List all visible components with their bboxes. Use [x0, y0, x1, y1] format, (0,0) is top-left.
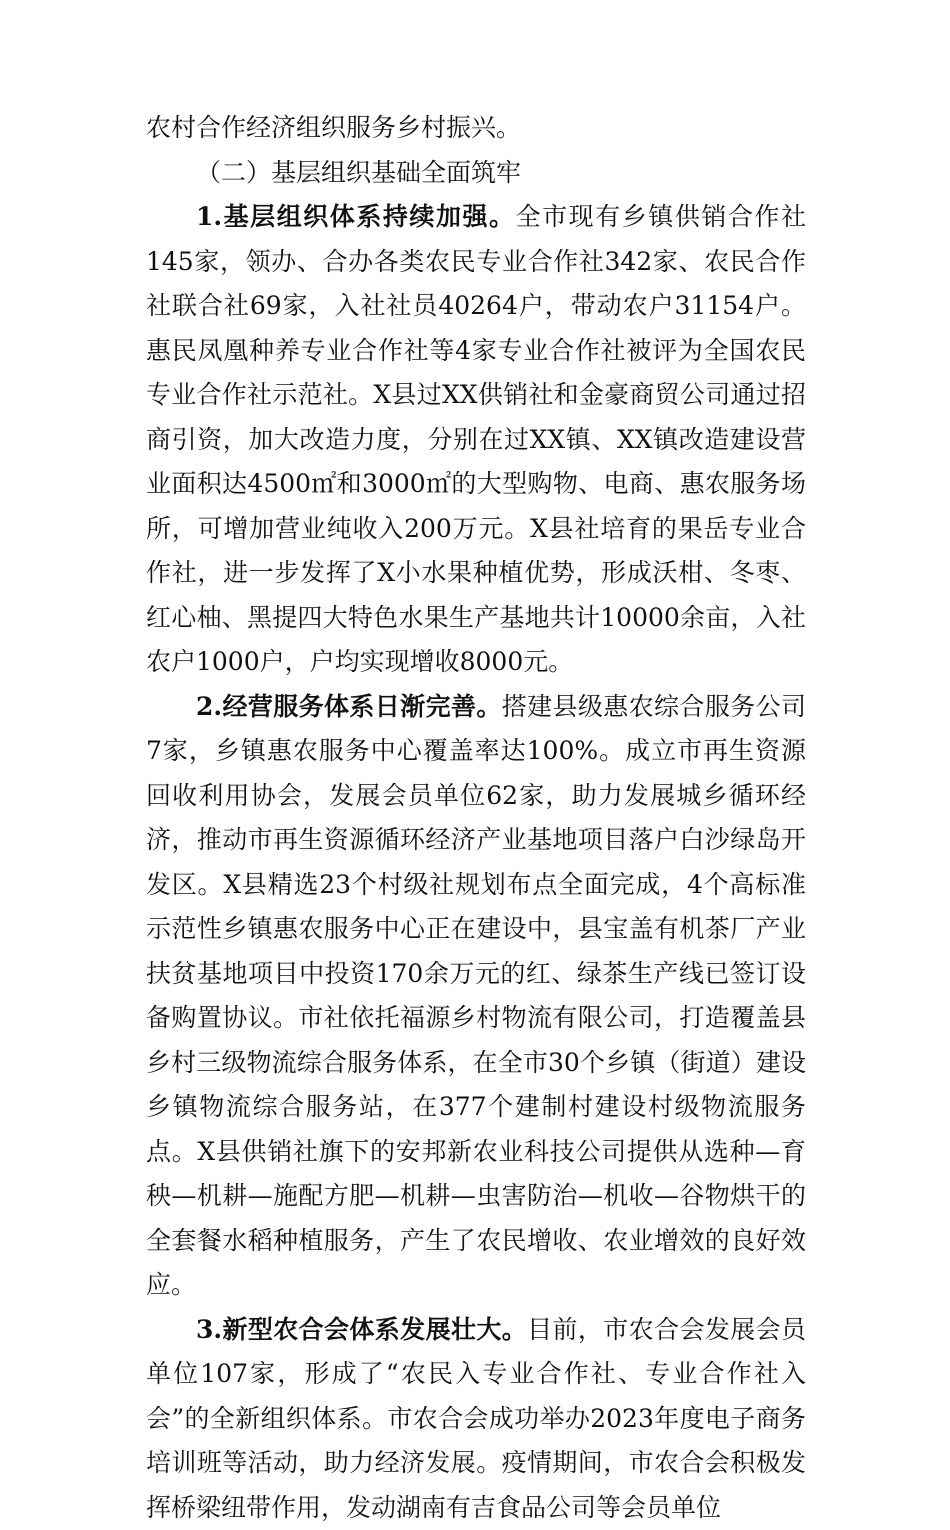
- paragraph-text: 目前，市农合会发展会员单位107家，形成了“农民入专业合作社、专业合作社入会”的全新组织体系。市农合会成功举办2023年度电子商务培训班等活动，助力经济发展。疫情期间，市农合会积极发挥桥梁纽带作用，发动湖南有吉食品公司等会员单位: [146, 1315, 806, 1522]
- paragraph-continuation: [146, 106, 806, 151]
- paragraph-cooperative-association: [146, 1308, 806, 1530]
- paragraph-lead: 1.基层组织体系持续加强。: [196, 202, 516, 231]
- paragraph-service-system: [146, 685, 806, 1308]
- section-heading-text: （二）基层组织基础全面筑牢: [196, 158, 521, 187]
- paragraph-lead: 3.新型农合会体系发展壮大。: [196, 1315, 527, 1344]
- paragraph-text: 全市现有乡镇供销合作社145家，领办、合办各类农民专业合作社342家、农民合作社联合社69家，入社社员40264户，带动农户31154户。惠民凤凰种养专业合作社等4家专业合作社被评为全国农民专业合作社示范社。X县过XX供销社和金豪商贸公司通过招商引资，加大改造力度，分别在过XX镇、XX镇改造建设营业面积达4500㎡和3000㎡的大型购物、电商、惠农服务场所，可增加营业纯收入200万元。X县社培育的果岳专业合作社，进一步发挥了X小水果种植优势，形成沃柑、冬枣、红心柚、黑提四大特色水果生产基地共计10000余亩，入社农户1000户，户均实现增收8000元。: [146, 202, 806, 676]
- paragraph-grassroots-system: [146, 195, 806, 685]
- document-body: [146, 106, 806, 1530]
- paragraph-text: 农村合作经济组织服务乡村振兴。: [146, 113, 521, 142]
- section-heading: [146, 151, 806, 196]
- paragraph-lead: 2.经营服务体系日渐完善。: [196, 692, 502, 721]
- paragraph-text: 搭建县级惠农综合服务公司7家，乡镇惠农服务中心覆盖率达100%。成立市再生资源回收利用协会，发展会员单位62家，助力发展城乡循环经济，推动市再生资源循环经济产业基地项目落户白沙绿岛开发区。X县精选23个村级社规划布点全面完成，4个高标准示范性乡镇惠农服务中心正在建设中，县宝盖有机茶厂产业扶贫基地项目中投资170余万元的红、绿茶生产线已签订设备购置协议。市社依托福源乡村物流有限公司，打造覆盖县乡村三级物流综合服务体系，在全市30个乡镇（街道）建设乡镇物流综合服务站，在377个建制村建设村级物流服务点。X县供销社旗下的安邦新农业科技公司提供从选种—育秧—机耕—施配方肥—机耕—虫害防治—机收—谷物烘干的全套餐水稻种植服务，产生了农民增收、农业增效的良好效应。: [146, 692, 806, 1300]
